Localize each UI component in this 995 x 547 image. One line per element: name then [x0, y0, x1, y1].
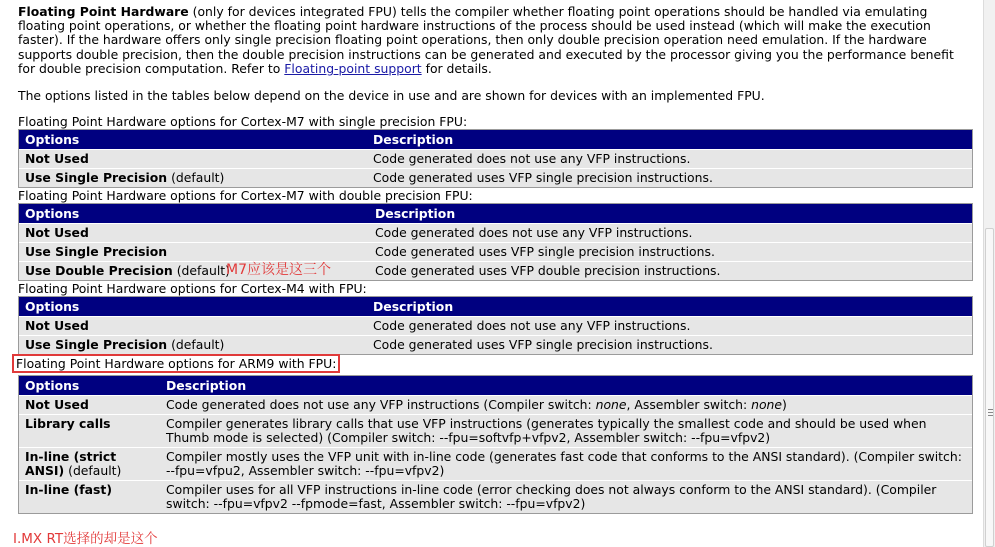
option-description: Compiler uses for all VFP instructions in-line code (error checking does not always conform to the ANSI standard). (Compiler switch: --fpu=vfpv2 --fpmode=fast, Assembler switch: --fpu=vfpv2)	[160, 480, 972, 513]
table-row	[19, 414, 972, 447]
option-suffix: (default)	[172, 263, 230, 279]
table-row	[19, 480, 972, 513]
document-content	[18, 5, 973, 514]
table-row	[19, 242, 972, 261]
table-row	[19, 316, 972, 335]
table-caption-m7-single: Floating Point Hardware options for Cortex-M7 with single precision FPU:	[18, 114, 468, 130]
option-name: Use Single Precision	[25, 244, 168, 260]
option-description: Code generated uses VFP single precision instructions.	[369, 242, 972, 261]
device-note: The options listed in the tables below depend on the device in use and are shown for devices with an implemented FPU.	[18, 88, 765, 104]
intro-term: Floating Point Hardware	[18, 4, 189, 19]
column-header-options: Options	[19, 297, 367, 316]
table-caption-m4: Floating Point Hardware options for Cortex-M4 with FPU:	[18, 281, 367, 297]
option-name: Not Used	[25, 397, 89, 413]
intro-end: for details.	[421, 60, 492, 76]
option-name: Not Used	[25, 318, 89, 334]
option-name: In-line (strict ANSI)	[25, 449, 117, 479]
table-row	[19, 447, 972, 480]
column-header-options: Options	[19, 376, 160, 395]
table-row	[19, 261, 972, 280]
option-description: Code generated does not use any VFP instructions (Compiler switch: none, Assembler switch: none)	[160, 395, 972, 414]
table-caption-arm9: Floating Point Hardware options for ARM9 with FPU:	[16, 356, 337, 372]
option-name: Not Used	[25, 225, 89, 241]
column-header-options: Options	[19, 204, 369, 223]
table-row	[19, 223, 972, 242]
grip-line	[988, 415, 993, 416]
option-description: Code generated does not use any VFP instructions.	[369, 223, 972, 242]
table-row	[19, 149, 972, 168]
floating-point-support-link[interactable]: Floating-point support	[284, 60, 422, 76]
option-suffix: (default)	[167, 337, 225, 353]
column-header-options: Options	[19, 130, 367, 149]
options-table-m4	[18, 296, 973, 355]
option-name: Use Double Precision	[25, 263, 173, 279]
option-description: Code generated uses VFP single precision instructions.	[367, 168, 972, 187]
table-caption-m7-double: Floating Point Hardware options for Cortex-M7 with double precision FPU:	[18, 188, 473, 204]
option-name: Not Used	[25, 151, 89, 167]
option-description: Compiler generates library calls that use VFP instructions (generates typically the smallest code and should be used when Thumb mode is selected) (Compiler switch: --fpu=softvfp+vfpv2, Assembler switch: --fpu=vfpv2)	[160, 414, 972, 447]
option-name: In-line (fast)	[25, 482, 112, 498]
scrollbar-thumb[interactable]	[985, 228, 994, 547]
option-description: Compiler mostly uses the VFP unit with in-line code (generates fast code that conforms to the ANSI standard). (Compiler switch: --fpu=vfpu2, Assembler switch: --fpu=vfpv2)	[160, 447, 972, 480]
table-row	[19, 395, 972, 414]
column-header-description: Description	[160, 376, 972, 395]
option-suffix: (default)	[64, 463, 122, 479]
m7-annotation: M7应该是这三个	[226, 262, 331, 278]
option-description: Code generated uses VFP single precision instructions.	[367, 335, 972, 354]
table-row	[19, 335, 972, 354]
option-name: Library calls	[25, 416, 111, 432]
grip-icon	[988, 409, 993, 410]
options-table-m7-double	[18, 203, 973, 281]
intro-paragraph	[18, 5, 973, 76]
option-description: Code generated does not use any VFP instructions.	[367, 149, 972, 168]
column-header-description: Description	[367, 130, 972, 149]
grip-line	[988, 412, 993, 413]
column-header-description: Description	[369, 204, 972, 223]
option-name: Use Single Precision	[25, 170, 168, 186]
vertical-scrollbar[interactable]	[983, 0, 995, 547]
option-description: Code generated uses VFP double precision instructions.	[369, 261, 972, 280]
option-suffix: (default)	[167, 170, 225, 186]
option-description: Code generated does not use any VFP instructions.	[367, 316, 972, 335]
table-caption-arm9-wrapper	[18, 356, 973, 371]
options-table-arm9	[18, 375, 973, 514]
imxrt-annotation: I.MX RT选择的却是这个	[13, 531, 158, 547]
options-table-m7-single	[18, 129, 973, 188]
column-header-description: Description	[367, 297, 972, 316]
option-name: Use Single Precision	[25, 337, 168, 353]
table-row	[19, 168, 972, 187]
intro-text: (only for devices integrated FPU) tells the compiler whether floating point operations should be handled via emulating floating point operations, or whether the floating point hardware instructions of the process should be used instead (which will make the execution faster). If the hardware offers only single precision floating point operations, then only double precision operation need emulation. If the hardware supports double precision, then the double precision instructions can be generated and executed by the processor giving you the performance benefit for double precision computation. Refer to	[18, 4, 954, 76]
